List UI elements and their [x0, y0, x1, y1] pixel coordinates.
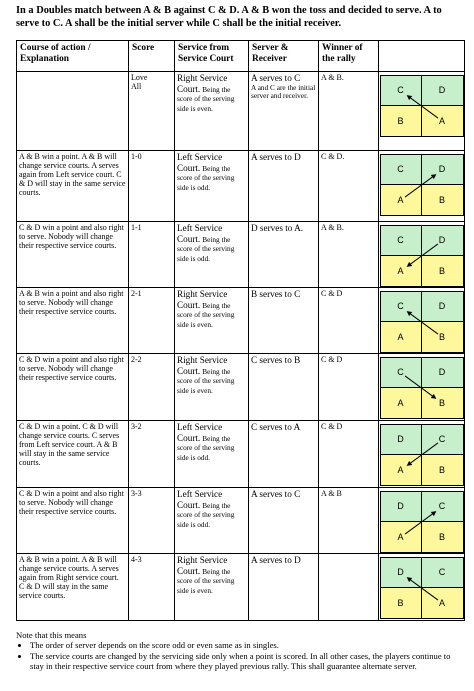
course-text: A & B win a point. A & B will change service courts. A serves again from Right service court. C & D will stay in the same service courts. [19, 555, 119, 600]
server-receiver-text: B serves to C [251, 289, 301, 299]
court-quadrant: A [381, 256, 422, 286]
winner-cell [319, 554, 379, 621]
server-receiver-cell [249, 421, 319, 488]
court-quadrant: B [422, 388, 463, 418]
notes-list [16, 640, 464, 671]
court-diagram-cell [379, 288, 465, 354]
court-quadrant: B [381, 106, 422, 136]
service-court-note: Being the score of the serving side is odd. [177, 234, 235, 263]
header-server-receiver: Server & Receiver [249, 41, 319, 72]
table-row [17, 288, 465, 354]
court-diagram-cell [379, 222, 465, 288]
server-receiver-text: D serves to A. [251, 223, 304, 233]
service-court-text: Right Service Court. [177, 289, 228, 310]
court-quadrant: C [422, 492, 463, 522]
header-winner: Winner of the rally [319, 41, 379, 72]
course-cell [17, 222, 129, 288]
service-court-cell [175, 488, 249, 554]
service-court-cell [175, 288, 249, 354]
winner-text: C & D [321, 289, 343, 298]
court-diagram [380, 357, 464, 419]
table-row [17, 554, 465, 621]
table-row [17, 421, 465, 488]
service-court-cell [175, 421, 249, 488]
court-quadrant: D [422, 358, 463, 388]
score-cell [129, 554, 175, 621]
server-receiver-cell [249, 151, 319, 222]
court-quadrant: C [381, 76, 422, 106]
course-text: C & D win a point and also right to serve. Nobody will change their respective service courts. [19, 489, 124, 516]
winner-text: A & B. [321, 223, 344, 232]
winner-cell [319, 488, 379, 554]
score-value: 2-1 [131, 289, 142, 298]
server-receiver-cell [249, 354, 319, 421]
score-cell [129, 354, 175, 421]
server-receiver-cell [249, 288, 319, 354]
rally-table [16, 40, 465, 621]
court-quadrant: A [381, 185, 422, 215]
server-receiver-cell [249, 72, 319, 151]
course-cell [17, 151, 129, 222]
server-receiver-cell [249, 488, 319, 554]
notes [16, 630, 464, 672]
notes-item: • The order of server depends on the score odd or even same as in singles. [30, 640, 464, 650]
court-diagram-cell [379, 421, 465, 488]
service-court-text: Left Service Court. [177, 422, 223, 443]
court-quadrant: A [381, 388, 422, 418]
court-quadrant: A [381, 522, 422, 552]
service-court-text: Left Service Court. [177, 152, 223, 173]
winner-text: A & B [321, 489, 342, 498]
court-quadrant: C [381, 155, 422, 185]
court-quadrant: D [381, 492, 422, 522]
score-cell [129, 421, 175, 488]
course-text: C & D win a point and also right to serve. Nobody will change their respective service courts. [19, 355, 124, 382]
score-value: 3-2 [131, 422, 142, 431]
court-diagram [380, 491, 464, 553]
court-quadrant: B [422, 455, 463, 485]
score-value: 1-0 [131, 152, 142, 161]
service-court-note: Being the score of the serving side is even. [177, 300, 235, 329]
server-receiver-text: A serves to D [251, 555, 301, 565]
court-diagram-cell [379, 488, 465, 554]
notes-lead: Note that this means [16, 630, 87, 640]
court-quadrant: A [381, 322, 422, 352]
course-cell [17, 354, 129, 421]
court-diagram [380, 424, 464, 486]
winner-text: C & D. [321, 152, 345, 161]
court-diagram [380, 291, 464, 353]
court-diagram [380, 75, 464, 137]
winner-cell [319, 421, 379, 488]
court-quadrant: D [422, 226, 463, 256]
service-court-text: Right Service Court. [177, 555, 228, 576]
score-value: 3-3 [131, 489, 142, 498]
court-quadrant: C [422, 425, 463, 455]
score-cell [129, 72, 175, 151]
table-row [17, 488, 465, 554]
intro-text: In a Doubles match between A & B against C & D. A & B won the toss and decided to serve. A to serve to C. A shall be the initial server while C shall be the initial receiver. [16, 5, 442, 29]
table-row [17, 222, 465, 288]
service-court-note: Being the score of the serving side is even. [177, 84, 235, 113]
court-quadrant: D [422, 292, 463, 322]
score-value: Love [131, 73, 148, 82]
winner-text: C & D [321, 422, 343, 431]
court-diagram-cell [379, 554, 465, 621]
winner-cell [319, 151, 379, 222]
winner-text: A & B. [321, 73, 344, 82]
court-quadrant: B [422, 322, 463, 352]
court-quadrant: A [381, 455, 422, 485]
court-quadrant: C [381, 226, 422, 256]
service-court-note: Being the score of the serving side is odd. [177, 163, 235, 192]
court-diagram-cell [379, 72, 465, 151]
winner-cell [319, 354, 379, 421]
court-quadrant: B [422, 522, 463, 552]
court-diagram [380, 154, 464, 216]
course-text: A & B win a point and also right to serve. Nobody will change their respective service courts. [19, 289, 124, 316]
court-quadrant: C [422, 558, 463, 588]
winner-cell [319, 222, 379, 288]
service-court-note: Being the score of the serving side is even. [177, 366, 235, 395]
table-header-row [17, 41, 465, 72]
score-cell [129, 488, 175, 554]
service-court-cell [175, 354, 249, 421]
notes-item: • The service courts are changed by the servicing side only when a point is scored. In all other cases, the players continue to stay in their respective service court from where they played previous rally. This shall guarantee alternate server. [30, 651, 464, 672]
court-quadrant: B [381, 588, 422, 618]
court-diagram-cell [379, 354, 465, 421]
winner-cell [319, 288, 379, 354]
court-quadrant: D [381, 558, 422, 588]
course-cell [17, 421, 129, 488]
winner-cell [319, 72, 379, 151]
course-cell [17, 554, 129, 621]
service-court-cell [175, 151, 249, 222]
service-court-cell [175, 72, 249, 151]
service-court-cell [175, 222, 249, 288]
server-receiver-text: A serves to C [251, 73, 301, 83]
score-value-2: All [131, 82, 142, 91]
court-quadrant: D [422, 155, 463, 185]
table-row [17, 151, 465, 222]
score-value: 2-2 [131, 355, 142, 364]
header-score: Score [129, 41, 175, 72]
court-quadrant: C [381, 358, 422, 388]
court-diagram [380, 225, 464, 287]
court-diagram-cell [379, 151, 465, 222]
course-text: C & D win a point. C & D will change service courts. C serves from Left service court. A & B will stay in the same service courts. [19, 422, 120, 467]
service-court-note: Being the score of the serving side is odd. [177, 500, 235, 529]
score-cell [129, 222, 175, 288]
course-cell [17, 288, 129, 354]
server-receiver-text: C serves to B [251, 355, 301, 365]
court-quadrant: D [381, 425, 422, 455]
table-row [17, 72, 465, 151]
score-cell [129, 288, 175, 354]
service-court-text: Left Service Court. [177, 223, 223, 244]
server-receiver-cell [249, 554, 319, 621]
service-court-text: Right Service Court. [177, 355, 228, 376]
score-value: 1-1 [131, 223, 142, 232]
header-court-diagram [379, 41, 465, 72]
service-court-note: Being the score of the serving side is odd. [177, 433, 235, 462]
service-court-text: Left Service Court. [177, 489, 223, 510]
server-receiver-note: A and C are the initial server and receiver. [251, 82, 316, 101]
course-cell [17, 488, 129, 554]
service-court-text: Right Service Court. [177, 73, 228, 94]
header-service-court: Service from Service Court [175, 41, 249, 72]
course-text: A & B win a point. A & B will change service courts. A serves again from Left service court. C & D will stay in the same service courts. [19, 152, 126, 197]
server-receiver-text: A serves to D [251, 152, 301, 162]
header-course: Course of action / Explanation [17, 41, 129, 72]
table-row [17, 354, 465, 421]
service-court-cell [175, 554, 249, 621]
score-value: 4-3 [131, 555, 142, 564]
court-quadrant: B [422, 256, 463, 286]
server-receiver-cell [249, 222, 319, 288]
server-receiver-text: C serves to A [251, 422, 301, 432]
server-receiver-text: A serves to C [251, 489, 301, 499]
winner-text: C & D [321, 355, 343, 364]
court-quadrant: B [422, 185, 463, 215]
service-court-note: Being the score of the serving side is even. [177, 566, 235, 595]
court-quadrant: A [422, 106, 463, 136]
court-diagram [380, 557, 464, 619]
score-cell [129, 151, 175, 222]
course-cell [17, 72, 129, 151]
court-quadrant: C [381, 292, 422, 322]
court-quadrant: A [422, 588, 463, 618]
course-text: C & D win a point and also right to serve. Nobody will change their respective service courts. [19, 223, 124, 250]
court-quadrant: D [422, 76, 463, 106]
